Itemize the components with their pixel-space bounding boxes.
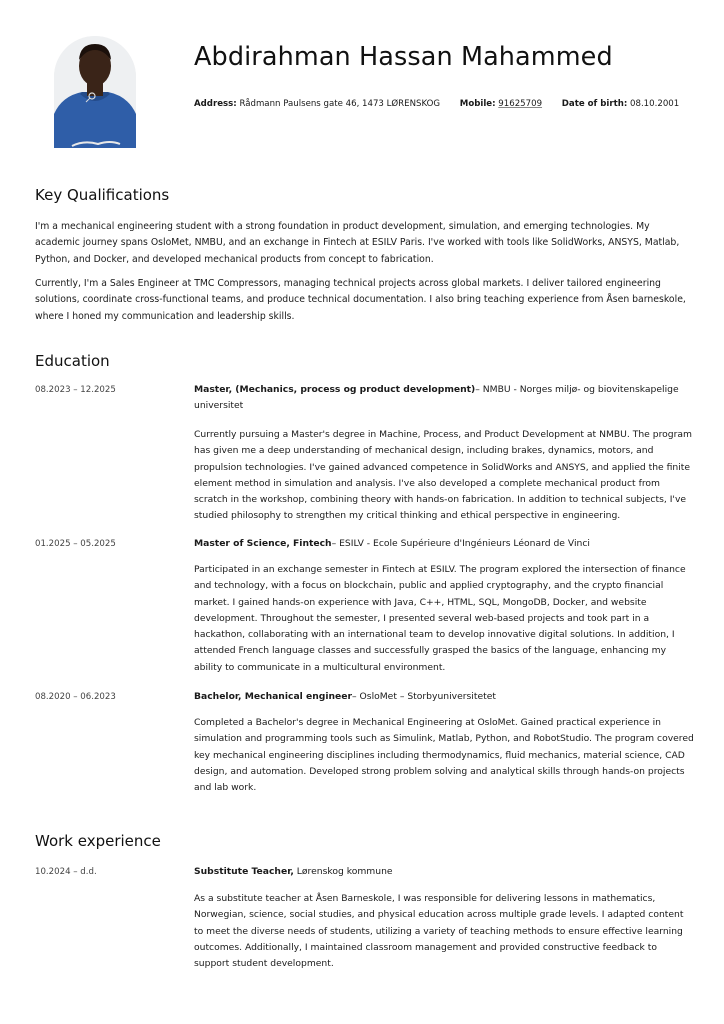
section-title-work-experience: Work experience <box>35 832 161 850</box>
education-date-3: 08.2020 – 06.2023 <box>35 692 116 702</box>
mobile <box>460 99 542 109</box>
address-value: Rådmann Paulsens gate 46, 1473 LØRENSKOG <box>239 99 441 109</box>
address-label: Address: <box>194 99 237 109</box>
dob-label: Date of birth: <box>561 99 628 109</box>
education-degree-1: Master, (Mechanics, process og product development) <box>194 384 476 395</box>
education-description-3: Completed a Bachelor's degree in Mechanical Engineering at OsloMet. Gained practical experience in simulation and programming tools such as Simulink, Matlab, Python, and RobotStudio. The program covered key mechanical engineering disciplines including thermodynamics, fluid mechanics, material science, CAD design, and automation. Developed strong problem solving and analytical skills through hands-on projects and lab work. <box>194 717 694 794</box>
education-institution-2: – ESILV - Ecole Supérieure d'Ingénieurs Léonard de Vinci <box>331 538 590 549</box>
candidate-name: Abdirahman Hassan Mahammed <box>194 42 613 72</box>
work-role-1: Substitute Teacher, <box>194 866 294 877</box>
education-description-2: Participated in an exchange semester in Fintech at ESILV. The program explored the intersection of finance and technology, with a focus on blockchain, public and applied cryptography, and the crypto financial market. I gained hands-on experience with Java, C++, HTML, SQL, MongoDB, Docker, and website development. Throughout the semester, I presented several web-based projects and took part in a hackathon, collaborating with an international team to develop innovative digital solutions. In addition, I attended French language classes and successfully grasped the basics of the language, enhancing my ability to communicate in a multicultural environment. <box>194 564 686 673</box>
education-heading-1 <box>194 382 694 415</box>
work-description-1: As a substitute teacher at Åsen Barneskole, I was responsible for delivering lessons in mathematics, Norwegian, science, social studies, and physical education across multiple grade levels. I adapted content to meet the diverse needs of students, utilizing a variety of teaching methods to ensure effective learning outcomes. Additionally, I maintained classroom management and provided constructive feedback to support student development. <box>194 893 684 970</box>
work-date-1: 10.2024 – d.d. <box>35 867 97 877</box>
profile-photo <box>54 36 136 148</box>
date-of-birth <box>562 99 679 109</box>
contact-info <box>194 99 696 109</box>
mobile-value[interactable]: 91625709 <box>498 99 543 109</box>
education-description-1: Currently pursuing a Master's degree in Machine, Process, and Product Development at NMBU. The program has given me a deep understanding of mechanical design, including brakes, dynamics, motors, and propulsion technologies. I've gained advanced competence in SolidWorks and ANSYS, and applied the finite element method in simulation and analysis. I've also developed a complete mechanical product from scratch in the workshop, combining theory with hands-on fabrication. In addition to technical subjects, I've studied philosophy to strengthen my critical thinking and ethical perspective in engineering. <box>194 429 692 522</box>
section-title-qualifications: Key Qualifications <box>35 186 170 204</box>
education-institution-1: – NMBU - Norges miljø- og biovitenskapelige universitet <box>194 384 679 412</box>
education-degree-2: Master of Science, Fintech <box>194 538 332 549</box>
section-title-education: Education <box>35 352 110 370</box>
education-institution-3: – OsloMet – Storbyuniversitetet <box>352 691 496 702</box>
education-degree-3: Bachelor, Mechanical engineer <box>194 691 353 702</box>
work-heading-1 <box>194 864 694 880</box>
work-employer-1: Lørenskog kommune <box>293 866 393 877</box>
education-date-1: 08.2023 – 12.2025 <box>35 385 116 395</box>
education-heading-2 <box>194 536 694 552</box>
qualifications-paragraph-2: Currently, I'm a Sales Engineer at TMC Compressors, managing technical projects across global markets. I deliver tailored engineering solutions, coordinate cross-functional teams, and produce technical documentation. I also bring teaching experience from Åsen barneskole, where I honed my communication and leadership skills. <box>35 278 686 322</box>
address <box>194 99 440 109</box>
education-date-2: 01.2025 – 05.2025 <box>35 539 116 549</box>
qualifications-paragraph-1: I'm a mechanical engineering student with a strong foundation in product development, simulation, and emerging technologies. My academic journey spans OsloMet, NMBU, and an exchange in Fintech at ESILV Paris. I've worked with tools like SolidWorks, ANSYS, Matlab, Python, and Docker, and developed mechanical products from concept to fabrication. <box>35 221 680 265</box>
education-heading-3 <box>194 689 694 705</box>
mobile-label: Mobile: <box>459 99 496 109</box>
dob-value: 08.10.2001 <box>630 99 680 109</box>
profile-photo-illustration <box>54 36 136 148</box>
